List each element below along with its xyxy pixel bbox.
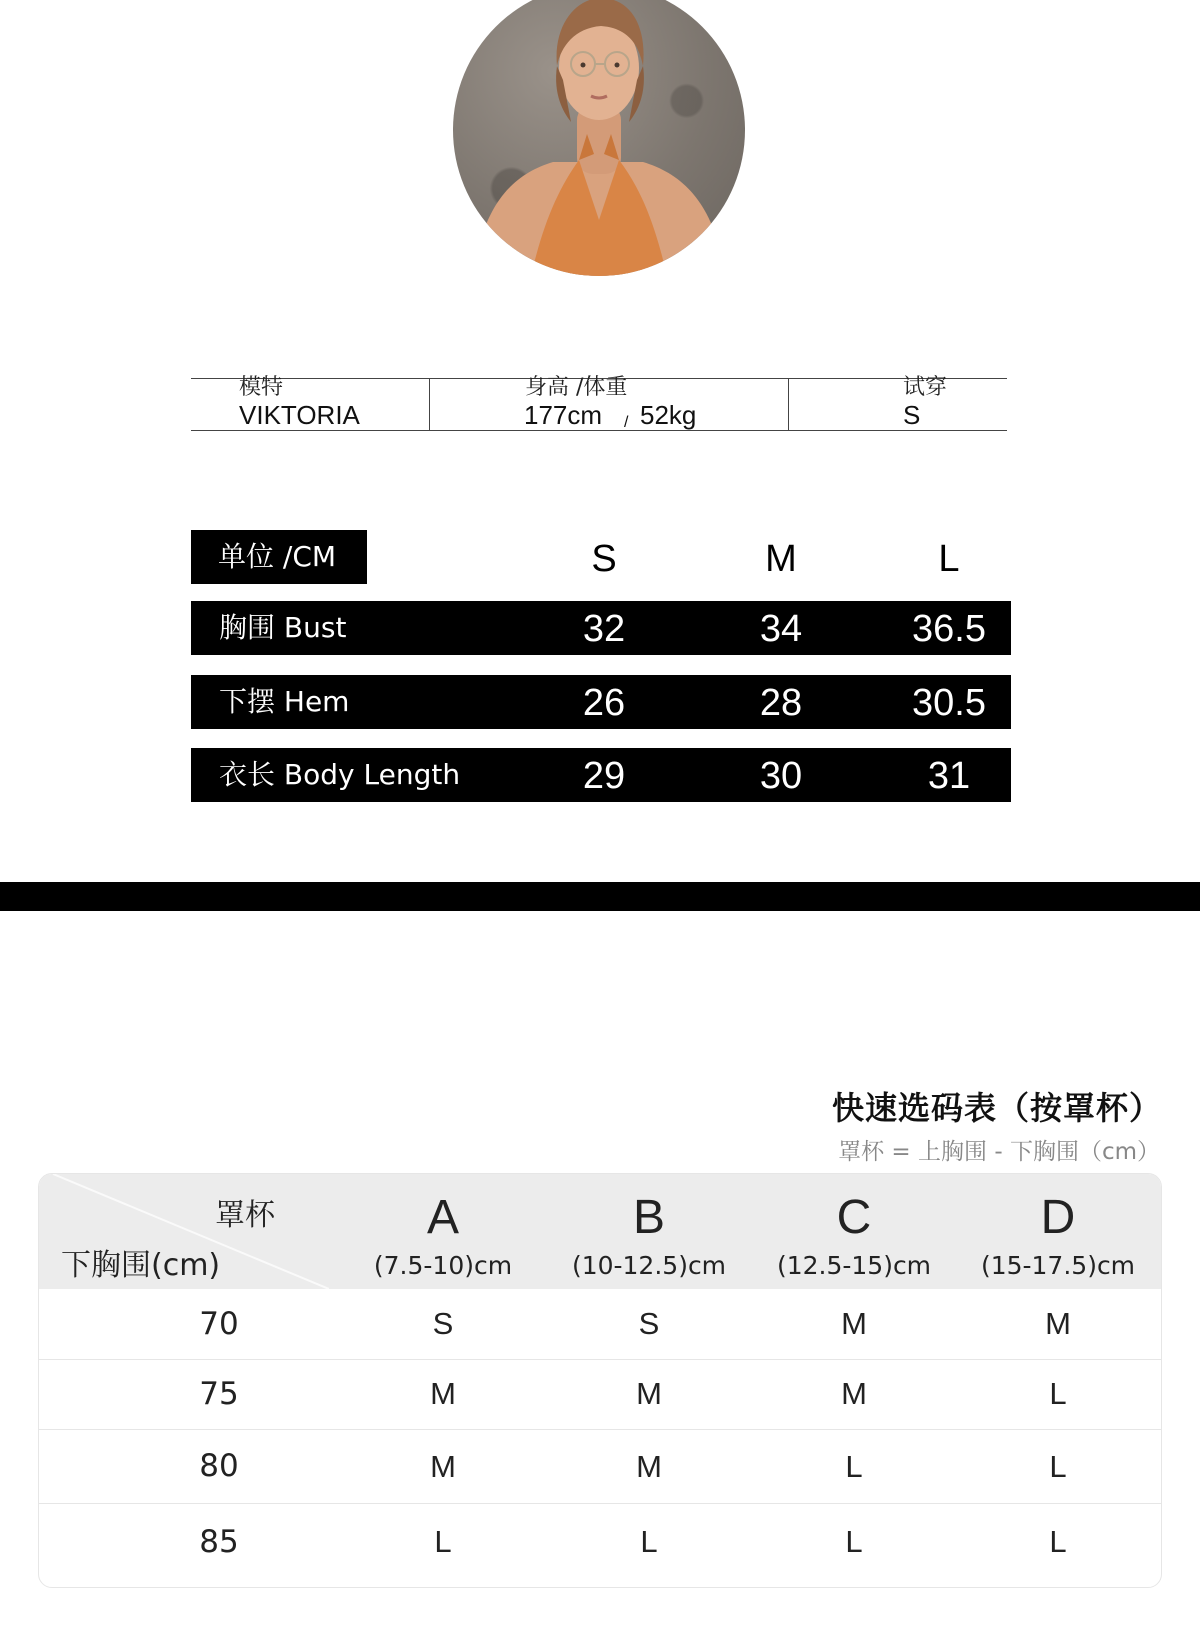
measure-row-bust <box>191 601 1011 655</box>
section-divider <box>0 882 1200 911</box>
size-cell: M <box>841 1306 867 1341</box>
unit-label: 单位 /CM <box>191 530 367 584</box>
size-cell: L <box>434 1524 452 1559</box>
size-cell: S <box>638 1306 660 1341</box>
cup-letter: B <box>632 1191 665 1244</box>
measure-label: 胸围 Bust <box>219 611 347 644</box>
height-weight-label: 身高 /体重 <box>525 375 628 400</box>
table-row <box>39 1430 1161 1504</box>
height-value: 177cm <box>524 400 603 430</box>
cup-column-c <box>754 1174 954 1289</box>
model-name-cell <box>191 375 429 430</box>
weight-value: 52kg <box>640 400 697 430</box>
size-cell: M <box>430 1449 456 1484</box>
measure-row-body-length <box>191 748 1011 802</box>
cup-range: (10-12.5)cm <box>571 1251 727 1280</box>
size-cell: M <box>1045 1306 1071 1341</box>
measure-value: 29 <box>582 755 626 797</box>
size-cell: L <box>1049 1524 1067 1559</box>
cup-column-d <box>958 1174 1158 1289</box>
measure-value: 28 <box>759 682 803 724</box>
measure-value: 34 <box>759 608 803 650</box>
measure-value: 32 <box>582 608 626 650</box>
size-cell: L <box>1049 1449 1067 1484</box>
size-cell: M <box>636 1376 662 1411</box>
band-value: 85 <box>199 1524 239 1560</box>
band-value: 75 <box>199 1376 239 1412</box>
corner-cup-label: 罩杯 <box>215 1198 275 1233</box>
size-cell: M <box>841 1376 867 1411</box>
band-value: 80 <box>199 1448 239 1484</box>
try-on-label: 试穿 <box>903 375 948 400</box>
cup-letter: C <box>836 1191 872 1244</box>
size-cell: M <box>430 1376 456 1411</box>
height-weight-cell <box>429 375 788 431</box>
model-label: 模特 <box>239 375 284 400</box>
measure-value: 36.5 <box>912 608 986 650</box>
cup-range: (7.5-10)cm <box>373 1251 513 1280</box>
corner-band-label: 下胸围(cm) <box>61 1248 221 1283</box>
table-row <box>39 1504 1161 1580</box>
quick-chart-formula: 罩杯 = 上胸围 - 下胸围（cm） <box>838 1139 1160 1165</box>
cup-column-a <box>343 1174 543 1289</box>
size-cell: L <box>1049 1376 1067 1411</box>
measure-value: 30.5 <box>912 682 986 724</box>
measure-label: 下摆 Hem <box>219 685 350 718</box>
model-name: VIKTORIA <box>239 400 360 430</box>
model-info-table <box>191 375 1007 431</box>
size-cell: L <box>845 1524 863 1559</box>
model-photo <box>453 0 745 276</box>
table-row <box>39 1289 1161 1360</box>
size-header-m: M <box>765 538 797 580</box>
table-row <box>39 1359 1161 1430</box>
cup-column-b <box>549 1174 749 1289</box>
cup-letter: D <box>1040 1191 1076 1244</box>
size-cell: L <box>845 1449 863 1484</box>
cup-letter: A <box>426 1191 459 1244</box>
size-header-s: S <box>591 538 617 580</box>
size-header-l: L <box>938 538 960 580</box>
size-cell: M <box>636 1449 662 1484</box>
model-figure <box>453 0 745 276</box>
measure-value: 31 <box>927 755 971 797</box>
cup-size-table <box>38 1173 1162 1588</box>
measure-value: 26 <box>582 682 626 724</box>
try-on-cell <box>788 375 1007 430</box>
height-weight-separator: / <box>624 414 629 431</box>
cup-table-header <box>39 1174 1161 1289</box>
measure-value: 30 <box>759 755 803 797</box>
band-value: 70 <box>199 1306 239 1342</box>
size-cell: L <box>640 1524 658 1559</box>
size-cell: S <box>432 1306 454 1341</box>
cup-range: (12.5-15)cm <box>776 1251 932 1280</box>
measure-row-hem <box>191 675 1011 729</box>
quick-chart-title: 快速选码表（按罩杯） <box>831 1089 1162 1127</box>
cup-range: (15-17.5)cm <box>980 1251 1136 1280</box>
measure-label: 衣长 Body Length <box>219 758 461 791</box>
try-on-size: S <box>903 400 921 430</box>
